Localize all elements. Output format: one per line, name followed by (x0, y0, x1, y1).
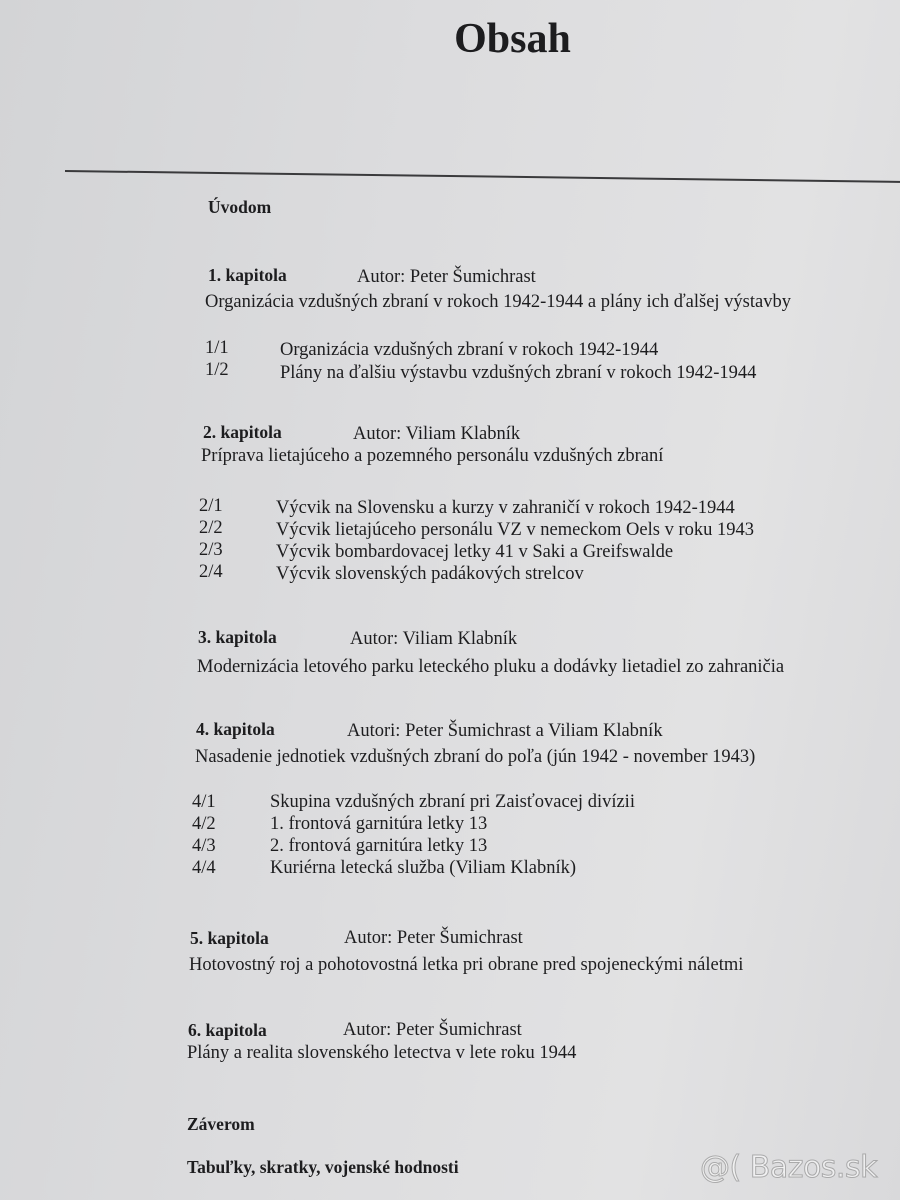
chapter-subtitle: Modernizácia letového parku leteckého pluku a dodávky lietadiel zo zahraničia (197, 657, 785, 677)
chapter-label: 1. kapitola (208, 265, 287, 285)
toc-intro: Úvodom (208, 197, 272, 217)
section-number: 2/4 (199, 562, 223, 582)
chapter-label: 5. kapitola (190, 928, 269, 948)
chapter-subtitle: Nasadenie jednotiek vzdušných zbraní do poľa (jún 1942 - november 1943) (195, 747, 756, 767)
section-title: Organizácia vzdušných zbraní v rokoch 1942-1944 (280, 340, 659, 360)
chapter-author: Autor: Viliam Klabník (353, 424, 521, 444)
section-number: 4/4 (192, 858, 216, 878)
section-title: Výcvik slovenských padákových strelcov (276, 564, 584, 584)
chapter-subtitle: Plány a realita slovenského letectva v lete roku 1944 (187, 1043, 577, 1063)
section-title: Plány na ďalšiu výstavbu vzdušných zbraní v rokoch 1942-1944 (280, 363, 757, 383)
page-title: Obsah (454, 16, 571, 62)
section-number: 4/3 (192, 836, 216, 856)
section-title: 1. frontová garnitúra letky 13 (270, 814, 488, 834)
chapter-author: Autor: Peter Šumichrast (357, 267, 536, 287)
section-title: 2. frontová garnitúra letky 13 (270, 836, 488, 856)
chapter-author: Autor: Peter Šumichrast (344, 928, 523, 948)
section-number: 1/1 (205, 338, 229, 358)
chapter-subtitle: Príprava lietajúceho a pozemného personálu vzdušných zbraní (201, 446, 664, 466)
chapter-author: Autori: Peter Šumichrast a Viliam Klabník (347, 721, 663, 741)
chapter-label: 6. kapitola (188, 1020, 267, 1040)
chapter-label: 2. kapitola (203, 422, 282, 442)
chapter-subtitle: Hotovostný roj a pohotovostná letka pri obrane pred spojeneckými náletmi (189, 955, 744, 975)
chapter-label: 4. kapitola (196, 719, 275, 739)
section-number: 2/1 (199, 496, 223, 516)
section-number: 1/2 (205, 360, 229, 380)
section-number: 2/2 (199, 518, 223, 538)
divider-rule (65, 170, 900, 182)
section-title: Skupina vzdušných zbraní pri Zaisťovacej divízii (270, 792, 635, 812)
section-title: Výcvik lietajúceho personálu VZ v nemeckom Oels v roku 1943 (276, 520, 754, 540)
chapter-author: Autor: Peter Šumichrast (343, 1020, 522, 1040)
chapter-label: 3. kapitola (198, 627, 277, 647)
chapter-author: Autor: Viliam Klabník (350, 629, 518, 649)
section-title: Výcvik bombardovacej letky 41 v Saki a Greifswalde (276, 542, 674, 562)
section-number: 4/2 (192, 814, 216, 834)
section-title: Výcvik na Slovensku a kurzy v zahraničí v rokoch 1942-1944 (276, 498, 735, 518)
chapter-subtitle: Organizácia vzdušných zbraní v rokoch 1942-1944 a plány ich ďalšej výstavby (205, 292, 791, 312)
watermark-logo: @( Bazos.sk (700, 1150, 877, 1185)
toc-appendix: Tabuľky, skratky, vojenské hodnosti (187, 1157, 459, 1177)
section-number: 4/1 (192, 792, 216, 812)
toc-conclusion: Záverom (187, 1114, 255, 1134)
section-number: 2/3 (199, 540, 223, 560)
section-title: Kuriérna letecká služba (Viliam Klabník) (270, 858, 577, 878)
